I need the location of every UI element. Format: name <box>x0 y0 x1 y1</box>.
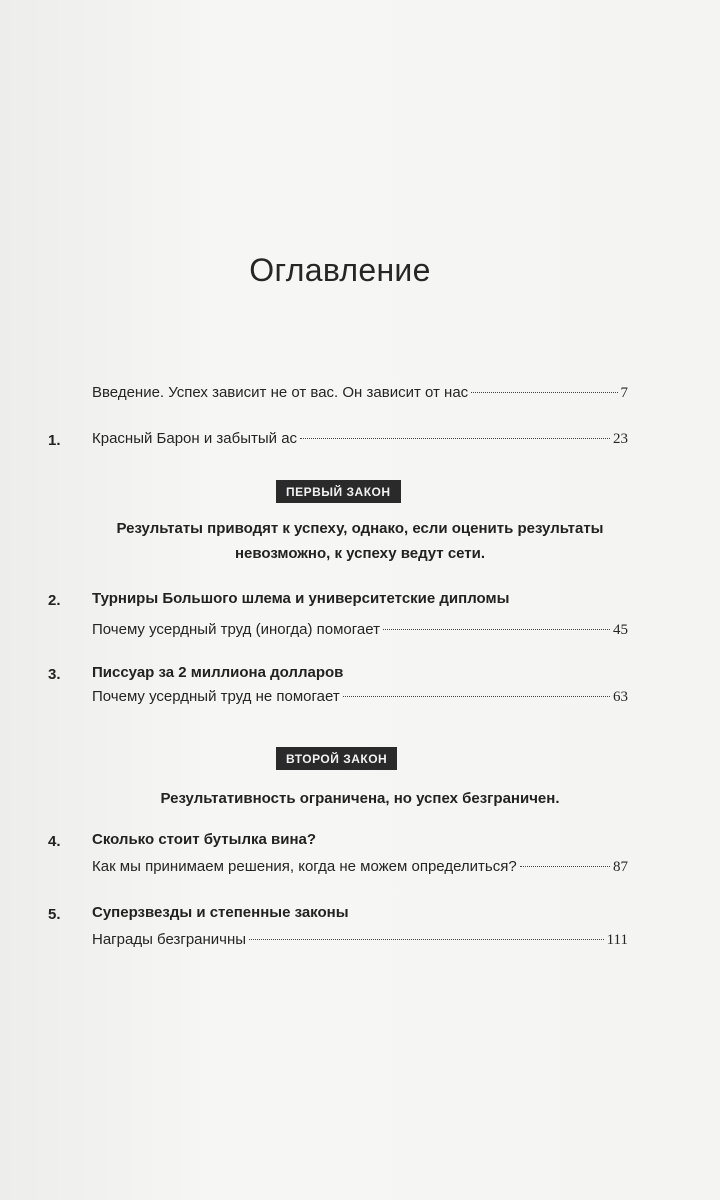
toc-entry-ch1[interactable] <box>92 430 628 448</box>
leader-dots <box>520 866 610 867</box>
chapter-number: 1. <box>48 432 61 449</box>
leader-dots <box>249 939 604 940</box>
chapter-number: 2. <box>48 592 61 609</box>
toc-entry-label: Награды безграничны <box>92 931 247 948</box>
toc-entry-ch4[interactable] <box>92 858 628 876</box>
law-statement-2 <box>0 786 720 811</box>
toc-page-number: 87 <box>613 859 628 875</box>
toc-entry-label: Введение. Успех зависит не от вас. Он зависит от нас <box>92 384 469 401</box>
leader-dots <box>343 696 610 697</box>
chapter-number: 4. <box>48 833 61 850</box>
section-badge-second-law: ВТОРОЙ ЗАКОН <box>276 747 397 770</box>
leader-dots <box>300 438 610 439</box>
chapter-heading[interactable]: Суперзвезды и степенные законы <box>92 904 349 921</box>
chapter-number: 5. <box>48 906 61 923</box>
toc-entry-ch5[interactable] <box>92 931 628 949</box>
toc-entry-label: Как мы принимаем решения, когда не можем определиться? <box>92 858 517 875</box>
toc-entry-label: Почему усердный труд (иногда) помогает <box>92 621 380 638</box>
chapter-number: 3. <box>48 666 61 683</box>
chapter-heading[interactable]: Писсуар за 2 миллиона долларов <box>92 664 344 681</box>
law-line: невозможно, к успеху ведут сети. <box>234 545 486 562</box>
toc-page-number: 23 <box>613 431 628 447</box>
toc-page-number: 45 <box>613 622 628 638</box>
law-line: Результативность ограничена, но успех безграничен. <box>160 790 560 807</box>
section-badge-first-law: ПЕРВЫЙ ЗАКОН <box>276 480 401 503</box>
chapter-heading[interactable]: Турниры Большого шлема и университетские дипломы <box>92 590 510 607</box>
page-title: Оглавление <box>249 252 431 288</box>
leader-dots <box>471 392 617 393</box>
toc-entry-ch2[interactable] <box>92 621 628 639</box>
toc-page-number: 7 <box>620 385 628 401</box>
toc-entry-intro[interactable] <box>92 384 628 402</box>
toc-entry-ch3[interactable] <box>92 688 628 706</box>
toc-page-number: 63 <box>613 689 628 705</box>
toc-page-number: 111 <box>606 932 628 948</box>
toc-entry-label: Почему усердный труд не помогает <box>92 688 340 705</box>
chapter-heading[interactable]: Сколько стоит бутылка вина? <box>92 831 317 848</box>
law-statement-1 <box>0 516 720 566</box>
leader-dots <box>383 629 610 630</box>
toc-entry-label: Красный Барон и забытый ас <box>92 430 298 447</box>
law-line: Результаты приводят к успеху, однако, если оценить результаты <box>116 520 604 537</box>
